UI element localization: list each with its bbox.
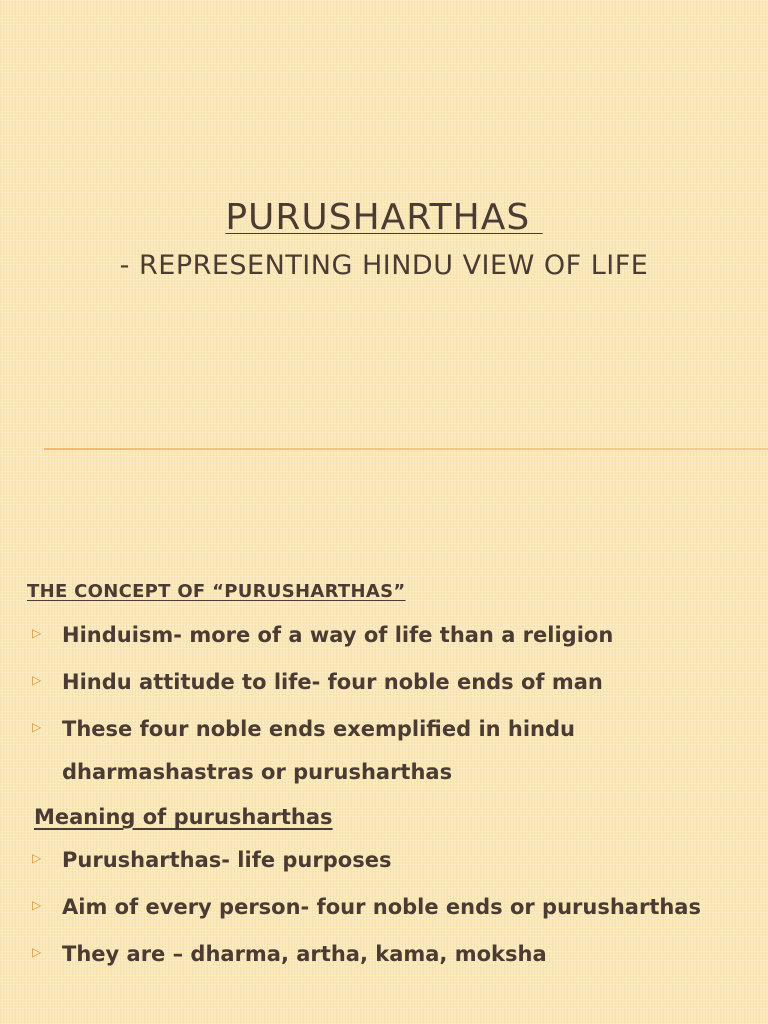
bullet-list [0,614,768,976]
list-item-text: These four noble ends exemplified in hindu dharmashastras or purusharthas [62,717,575,784]
list-item-text: They are – dharma, artha, kama, moksha [62,942,547,966]
list-item [0,614,768,657]
triangle-bullet-icon: ▷ [32,851,42,865]
list-item [0,708,768,794]
list-item [0,933,768,976]
list-item-text: Hinduism- more of a way of life than a religion [62,623,614,647]
list-item-text: Hindu attitude to life- four noble ends of man [62,670,603,694]
slide-title [0,197,768,281]
title-main: PURUSHARTHAS [225,197,543,238]
list-item [0,661,768,704]
list-item [0,839,768,882]
triangle-bullet-icon: ▷ [32,673,42,687]
triangle-bullet-icon: ▷ [32,626,42,640]
subheading-meaning: Meaning of purusharthas [34,805,333,829]
list-item-text: Aim of every person- four noble ends or purusharthas [62,895,701,919]
triangle-bullet-icon: ▷ [32,945,42,959]
list-item-text: Purusharthas- life purposes [62,848,392,872]
slide-divider [44,448,768,450]
section-heading: THE CONCEPT OF “PURUSHARTHAS” [27,581,406,602]
triangle-bullet-icon: ▷ [32,898,42,912]
triangle-bullet-icon: ▷ [32,720,42,734]
list-item [0,886,768,929]
title-subtitle: - REPRESENTING HINDU VIEW OF LIFE [119,250,649,281]
